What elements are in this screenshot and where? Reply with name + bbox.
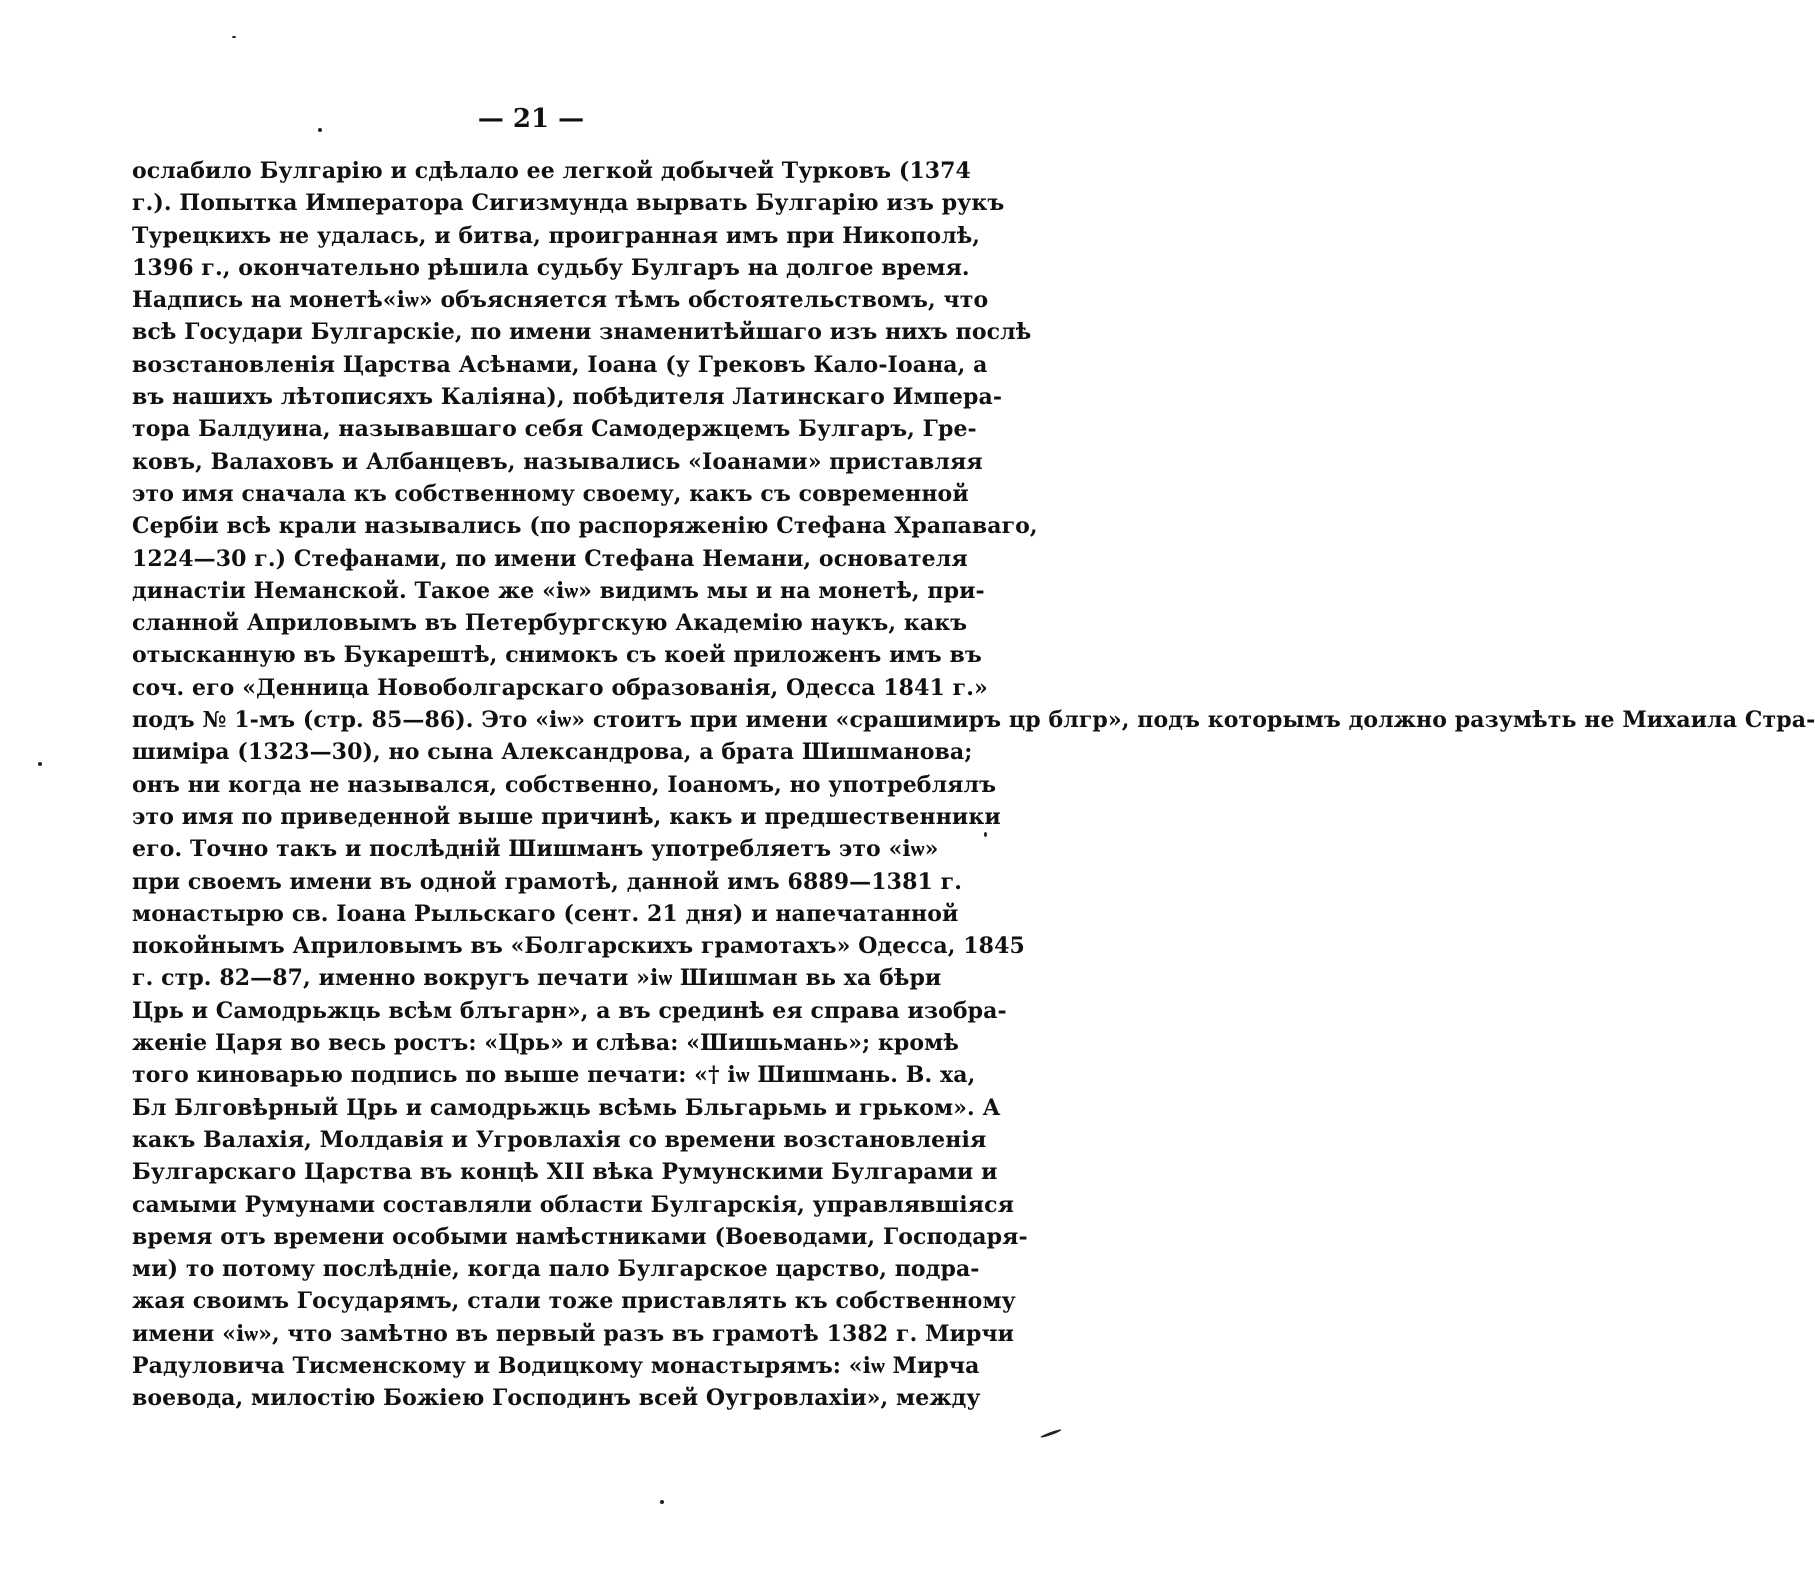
scan-speck <box>232 36 236 38</box>
text-line: монастырю св. Іоана Рыльскаго (сент. 21 дня) и напечатанной <box>132 900 959 927</box>
text-line: отысканную въ Букарештѣ, снимокъ съ коей приложенъ имъ въ <box>132 642 982 669</box>
text-line: ковъ, Валаховъ и Албанцевъ, назывались «Іоанами» приставляя <box>132 448 983 475</box>
text-line: сланной Априловымъ въ Петербургскую Академію наукъ, какъ <box>132 610 968 637</box>
text-line: Бл Блговѣрный Црь и самодрьжць всѣмь Бльгарьмь и грьком». А <box>132 1094 1001 1121</box>
text-line: какъ Валахія, Молдавія и Угровлахія со времени возстановленія <box>132 1126 987 1153</box>
text-line: это имя сначала къ собственному своему, какъ съ современной <box>132 480 969 507</box>
text-line: онъ ни когда не назывался, собственно, Іоаномъ, но употреблялъ <box>132 771 997 798</box>
text-line: г.). Попытка Императора Сигизмунда вырвать Булгарію изъ рукъ <box>132 190 1005 217</box>
text-line: женіе Царя во весь ростъ: «Црь» и слѣва: «Шишьмань»; кромѣ <box>132 1030 959 1057</box>
text-line: въ нашихъ лѣтописяхъ Каліяна), побѣдителя Латинскаго Импера- <box>132 384 1003 411</box>
text-line: имени «іѡ», что замѣтно въ первый разъ въ грамотѣ 1382 г. Мирчи <box>132 1320 1015 1347</box>
text-line: возстановленія Царства Асѣнами, Іоана (у Грековъ Кало-Іоана, а <box>132 351 988 378</box>
body-text <box>132 155 1815 1415</box>
text-line: династіи Неманской. Такое же «іѡ» видимъ мы и на монетѣ, при- <box>132 577 985 604</box>
text-line: соч. его «Денница Новоболгарскаго образованія, Одесса 1841 г.» <box>132 674 988 701</box>
text-line: покойнымъ Априловымъ въ «Болгарскихъ грамотахъ» Одесса, 1845 <box>132 933 1025 960</box>
text-line: шиміра (1323—30), но сына Александрова, а брата Шишманова; <box>132 739 973 766</box>
text-line: Надпись на монетѣ«іѡ» объясняется тѣмъ обстоятельствомъ, что <box>132 287 989 314</box>
text-line: воевода, милостію Божіею Господинъ всей Оугровлахіи», между <box>132 1385 981 1412</box>
page-number: — 21 — <box>477 104 585 134</box>
text-line: Црь и Самодрьжць всѣм блъгарн», а въ срединѣ ея справа изобра- <box>132 997 1007 1024</box>
text-line: время отъ времени особыми намѣстниками (Воеводами, Господаря- <box>132 1223 1028 1250</box>
text-line: тора Балдуина, называвшаго себя Самодержцемъ Булгаръ, Гре- <box>132 416 977 443</box>
text-line: всѣ Государи Булгарскіе, по имени знаменитѣйшаго изъ нихъ послѣ <box>132 319 1032 346</box>
scan-speck <box>38 762 42 766</box>
text-line: Булгарскаго Царства въ концѣ XII вѣка Румунскими Булгарами и <box>132 1159 998 1186</box>
scan-speck <box>984 832 987 837</box>
text-line: подъ № 1-мъ (стр. 85—86). Это «іѡ» стоитъ при имени «срашимиръ цр блгр», подъ которымъ должно разумѣть не Михаила Стра- <box>132 707 1815 734</box>
text-line: Радуловича Тисменскому и Водицкому монастырямъ: «іѡ Мирча <box>132 1352 980 1379</box>
text-line: жая своимъ Государямъ, стали тоже приставлять къ собственному <box>132 1288 1016 1315</box>
text-line: 1224—30 г.) Стефанами, по имени Стефана Немани, основателя <box>132 545 968 572</box>
text-line: г. стр. 82—87, именно вокругъ печати »іѡ Шишман вь ха бѣри <box>132 965 942 992</box>
text-line: Сербіи всѣ крали назывались (по распоряженію Стефана Храпаваго, <box>132 513 1038 540</box>
text-line: при своемъ имени въ одной грамотѣ, данной имъ 6889—1381 г. <box>132 868 962 895</box>
text-line: самыми Румунами составляли области Булгарскія, управлявшіяся <box>132 1191 1014 1218</box>
text-line: ми) то потому послѣдніе, когда пало Булгарское царство, подра- <box>132 1256 980 1283</box>
text-line: Турецкихъ не удалась, и битва, проигранная имъ при Никополѣ, <box>132 222 981 249</box>
scan-speck <box>318 128 322 132</box>
text-line: 1396 г., окончательно рѣшила судьбу Булгаръ на долгое время. <box>132 254 970 281</box>
scan-speck <box>660 1500 664 1504</box>
text-line: его. Точно такъ и послѣдній Шишманъ употребляетъ это «іѡ» <box>132 836 939 863</box>
text-line: это имя по приведенной выше причинѣ, какъ и предшественники <box>132 803 1001 830</box>
scan-speck <box>1040 1428 1062 1438</box>
text-line: того киноварью подпись по выше печати: «† іѡ Шишмань. В. ха, <box>132 1062 976 1089</box>
text-line: ослабило Булгарію и сдѣлало ее легкой добычей Турковъ (1374 <box>132 158 971 184</box>
